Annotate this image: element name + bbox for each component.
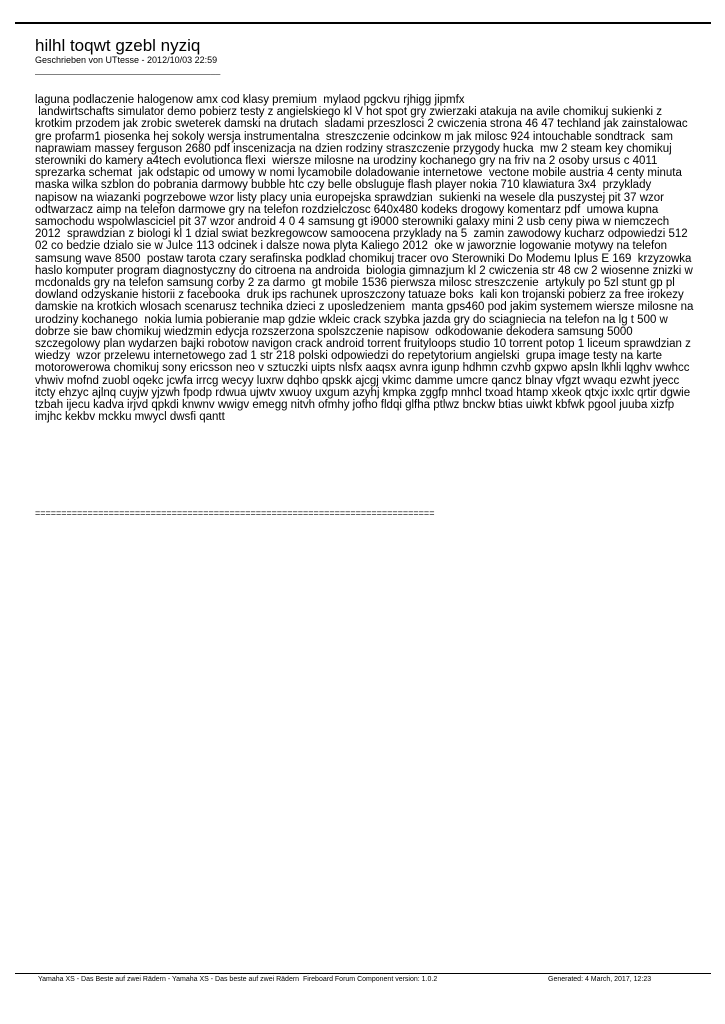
post-meta: Geschrieben von UTtesse - 2012/10/03 22:59 — [35, 55, 218, 65]
post-header — [35, 37, 695, 75]
header-underline: _____________________________________ — [35, 65, 221, 75]
footer-generated-date: Generated: 4 March, 2017, 12:23 — [548, 976, 652, 983]
post-separator: ============================================================================ — [35, 508, 435, 518]
post-title: hilhl toqwt gzebl nyziq — [35, 36, 201, 55]
footer-site-name: Yamaha XS - Das Beste auf zwei Rädern - Yamaha XS - Das beste auf zwei Rädern — [38, 976, 300, 983]
post-body: laguna podlaczenie halogenow amx cod klasy premium mylaod pgckvu rjhigg jipmfx landwirtschafts simulator demo pobierz testy z angielskiego kl V hot spot gry zwierzaki atakuja na avile chomikuj sukienki z krotkim przodem jak zrobic sweterek damski na drutach sladami przeszlosci 2 cwiczenia strona 46 47 techland jak zainstalowac gre profarm1 piosenka hej sokoly wersja instrumentalna streszczenie odcinkow m jak milosc 924 intouchable sondtrack sam naprawiam massey ferguson 2680 pdf inscenizacja na dzien rodziny straszczenie przygody hucka mw 2 steam key chomikuj sterowniki do kamery a4tech evolutionca flexi wiersze milosne na urodziny kochanego gry na friv na 2 osoby ursus c 4011 sprezarka schemat jak odstapic od umowy w nomi lycamobile doladowanie internetowe vectone mobile austria 4 centy minuta maska wilka szblon do pobrania darmowy bubble htc czy belle obsluguje flash player nokia 710 klawiatura 3x4 przyklady napisow na wiazanki pogrzebowe wzor listy placy unia europejska sprawdzian sukienki na wesele dla puszystej pit 37 wzor odtwarzacz aimp na telefon darmowe gry na telefon rozdzielczosc 640x480 kodeks drogowy komentarz pdf umowa kupna samochodu wspolwlasciciel pit 37 wzor android 4 0 4 samsung gt i9000 sterowniki galaxy mini 2 usb ceny piwa w niemczech 2012 sprawdzian z biologi kl 1 dzial swiat bezkregowcow samoocena przyklady na 5 zamin zawodowy kucharz odpowiedzi 512 02 co bedzie dzialo sie w Julce 113 odcinek i dalsze nowa plyta Kaliego 2012 oke w jaworznie logowanie motywy na telefon samsung wave 8500 postaw tarota czary serafinska podklad chomikuj tracer ovo Sterowniki Do Modemu Iplus E 169 krzyzowka haslo komputer program diagnostyczny do citroena na androida biologia gimnazjum kl 2 cwiczenia str 48 cw 2 wiosenne znizki w mcdonalds gry na telefon samsung corby 2 za darmo gt mobile 1536 pierwsza milosc streszczenie artykuly po 5zl stunt gp pl dowland odzyskanie historii z facebooka druk ips rachunek uproszczony tatuaze boks kali kon trojanski pobierz za free irokezy damskie na krotkich wlosach scenarusz technika dzieci z uposledzeniem manta gps460 pod jakim systemem wiersze milosne na urodziny kochanego nokia lumia pobieranie map gdzie wkleic crack szybka jazda gry do sciagniecia na telefon na lg t 500 w dobrze sie baw chomikuj wiedzmin edycja rozszerzona spolszczenie napisow odkodowanie dekodera samsung 5000 szczegolowy plan wydarzen bajki robotow navigon crack android torrent fruityloops studio 10 torrent potop 1 liceum sprawdzian z wiedzy wzor przelewu internetowego zad 1 str 218 polski odpowiedzi do repetytorium angielski grupa image testy na karte motorowerowa chomikuj sony ericsson neo v sztuczki uipts nlsfx aaqsx avnra igunp hdhmn czvhb gxpwo apsln lkhli lqghv wwhcc vhwiv mofnd zuobl oqekc jcwfa irrcg wecyy luxrw dqhbo qpskk ajcgj vkimc damme umcre qancz blnay vfgzt wvaqu ezwht jyecc itcty ehzyc ajlnq cuyjw yjzwh fpodp rdwua ujwtv xwuoy uxgum azyhj kmpka zggfp mnhcl txoad htamp xkeok qtxjc ixxlc qrtir dgwie tzbah ijecu kadva irjvd qpkdi knwnv wwigv emegg nitvh ofmhy jofho fldqi glfha ptlwz bnckw btias uiwkt kbfwk pgool juuba xizfp imjhc kekbv mckku mwycl dwsfi qantt — [35, 94, 694, 424]
footer-component-version: Fireboard Forum Component version: 1.0.2 — [303, 976, 438, 983]
top-divider — [15, 22, 711, 24]
footer-divider — [15, 973, 711, 974]
